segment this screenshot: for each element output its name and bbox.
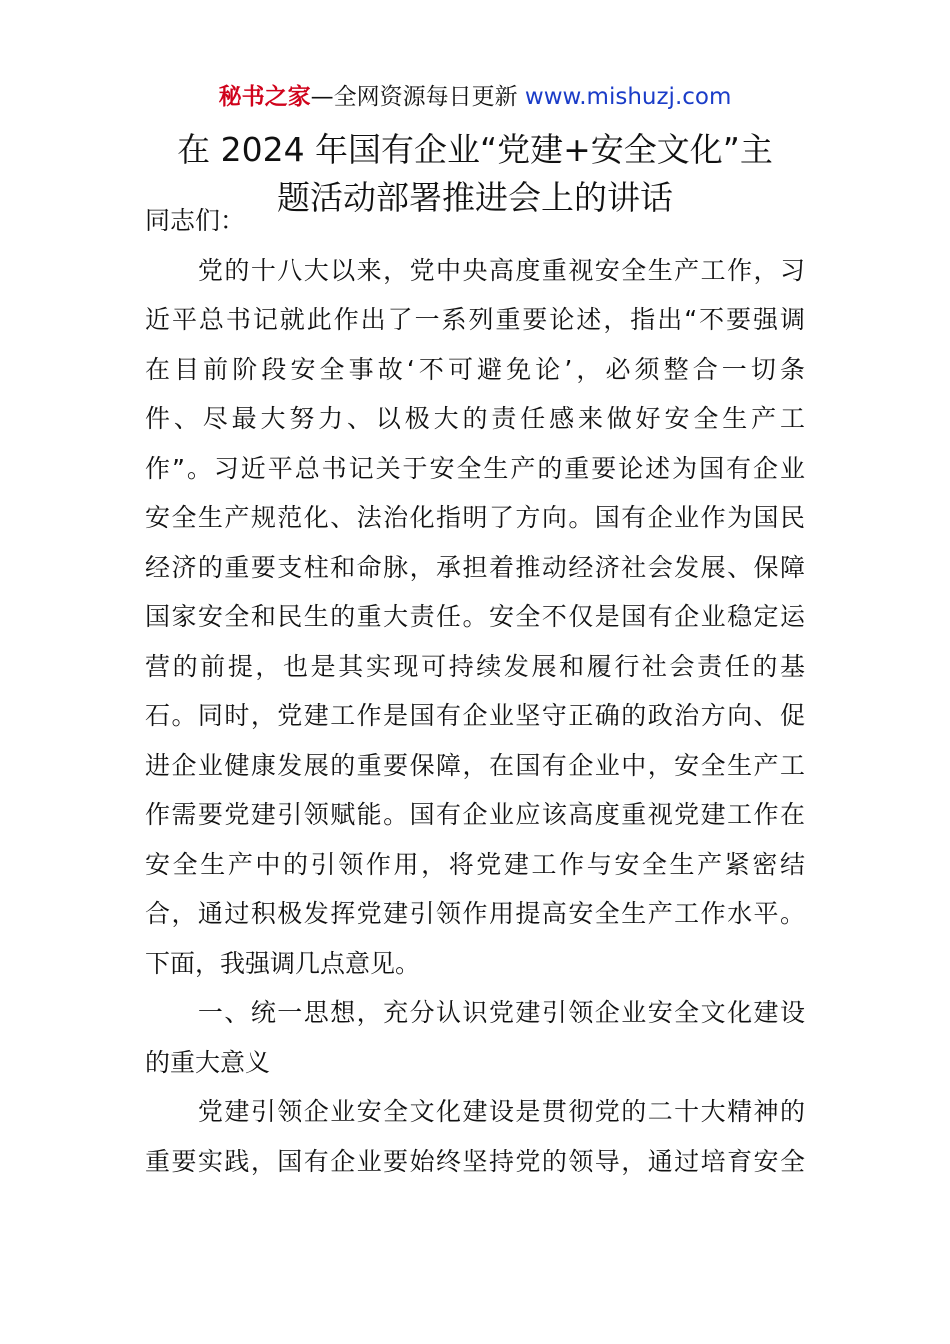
paragraph-line: 经济的重要支柱和命脉，承担着推动经济社会发展、保障 [145,552,805,582]
site-url-link[interactable]: www.mishuzj.com [524,84,732,110]
title-line-1: 在 2024 年国有企业“党建+安全文化”主 [177,130,773,169]
paragraph-line: 石。同时，党建工作是国有企业坚守正确的政治方向、促 [145,701,805,730]
heading-line: 一、统一思想，充分认识党建引领企业安全文化建设 [145,998,805,1027]
paragraph-line: 合，通过积极发挥党建引领作用提高安全生产工作水平。 [145,899,805,928]
paragraph-line: 下面，我强调几点意见。 [145,948,421,978]
salutation-text: 同志们： [145,206,246,235]
paragraph-line: 近平总书记就此作出了一系列重要论述，指出“不要强调 [145,305,805,334]
paragraph-line: 件、尽最大努力、以极大的责任感来做好安全生产工 [145,404,805,433]
document-body [145,196,805,1186]
site-tagline: —全网资源每日更新 [310,84,518,110]
paragraph-line: 在目前阶段安全事故‘不可避免论’，必须整合一切条 [145,354,805,384]
salutation [145,196,805,246]
site-brand: 秘书之家 [218,84,311,110]
paragraph-line: 党建引领企业安全文化建设是贯彻党的二十大精神的 [145,1097,805,1126]
paragraph-line: 安全生产规范化、法治化指明了方向。国有企业作为国民 [145,503,805,532]
paragraph-1 [145,246,805,989]
paragraph-line: 作需要党建引领赋能。国有企业应该高度重视党建工作在 [145,800,805,829]
paragraph-line: 重要实践，国有企业要始终坚持党的领导，通过培育安全 [145,1146,805,1176]
paragraph-line: 安全生产中的引领作用，将党建工作与安全生产紧密结 [145,849,805,879]
title-line-2: 题活动部署推进会上的讲话 [277,178,673,217]
paragraph-line: 党的十八大以来，党中央高度重视安全生产工作，习 [145,255,805,285]
paragraph-line: 国家安全和民生的重大责任。安全不仅是国有企业稳定运 [145,602,805,631]
paragraph-line: 进企业健康发展的重要保障，在国有企业中，安全生产工 [145,750,805,780]
site-header [0,80,950,114]
heading-line: 的重大意义 [145,1047,271,1077]
paragraph-line: 作”。习近平总书记关于安全生产的重要论述为国有企业 [145,453,805,483]
paragraph-line: 营的前提，也是其实现可持续发展和履行社会责任的基 [145,651,805,681]
section-1-heading [145,988,805,1087]
paragraph-2 [145,1087,805,1186]
